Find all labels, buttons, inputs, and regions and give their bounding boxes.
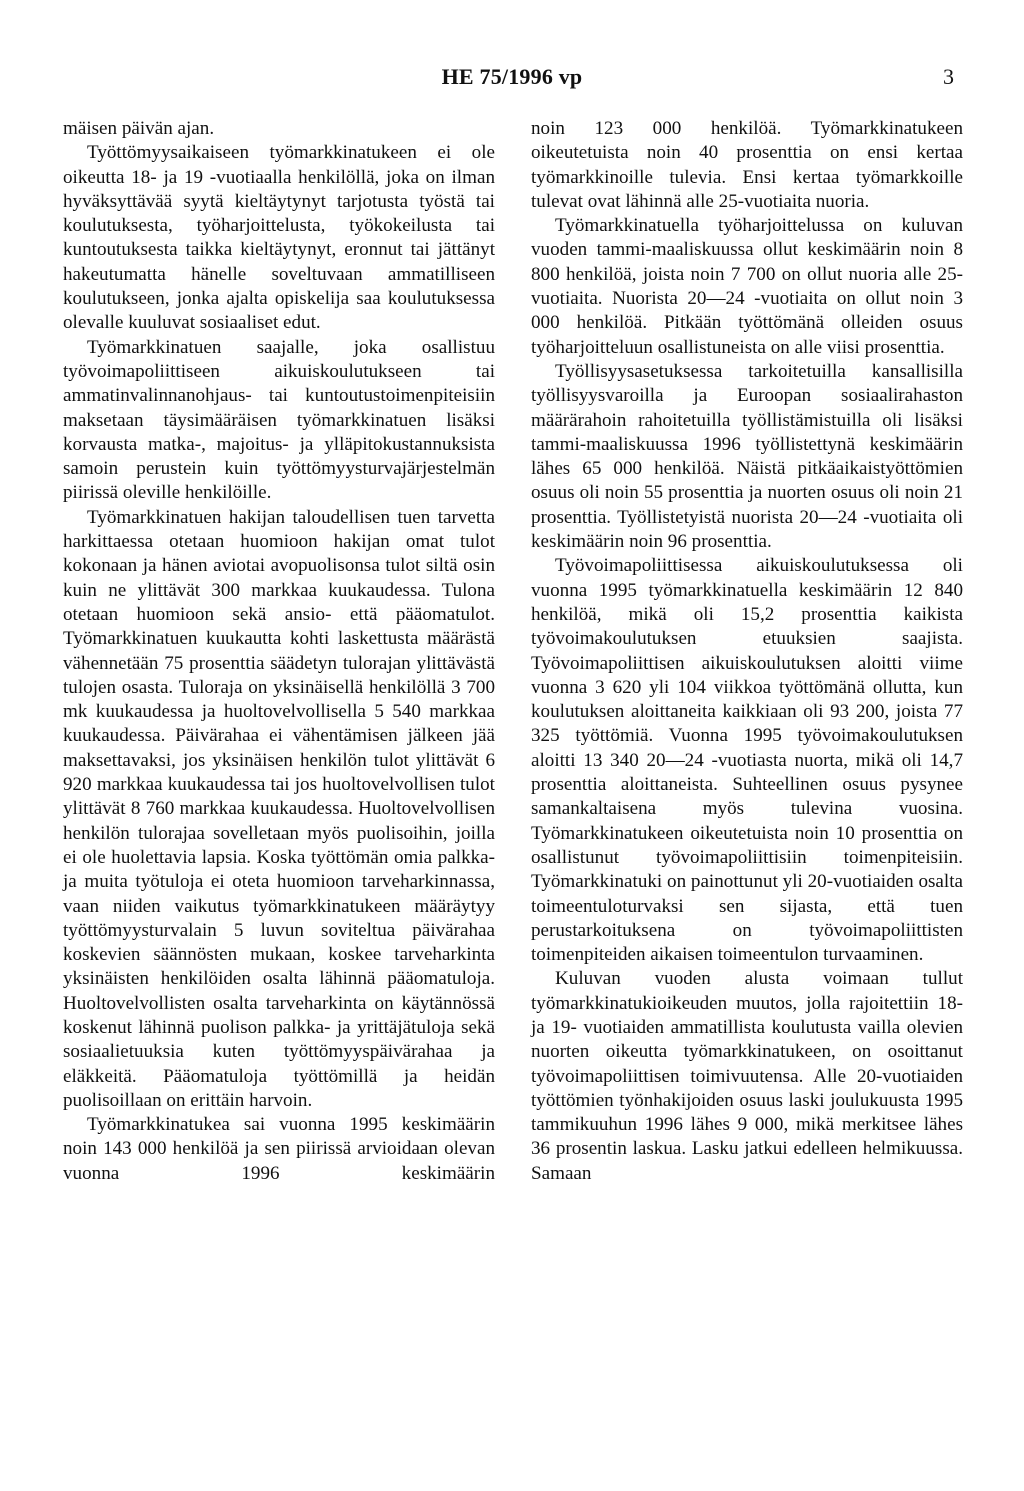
right-text-column: [531, 117, 963, 1186]
paragraph-continuation: noin 123 000 henkilöä. Työmarkkinatukeen oikeutetuista noin 40 prosenttia on ensi kertaa työmarkkinoille tulevia. Ensi kertaa työmarkkoille tulevat ovat lähinnä alle 25-vuotiaita nuoria.: [531, 118, 963, 212]
paragraph: Työvoimapoliittisessa aikuiskoulutuksessa oli vuonna 1995 työmarkkinatuella keskimäärin 12 840 henkilöä, mikä oli 15,2 prosenttia kaikista työvoimakoulutuksen etuuksien saajista. Työvoimapoliittisen aikuiskoulutuksen aloitti viime vuonna 3 620 yli 104 viikkoa työttömänä ollutta, kun koulutuksen aloittaneita kaikkiaan oli 93 200, joista 77 325 työttömiä. Vuonna 1995 työvoimakoulutuksen aloitti 13 340 20—24 -vuotiasta nuorta, mikä oli 14,7 prosenttia aloittaneista. Suhteellinen osuus pysynee samankaltaisena myös tulevina vuosina. Työmarkkinatukeen oikeutetuista noin 10 prosenttia on osallistunut työvoimapoliittisiin toimenpiteisiin. Työmarkkinatuki on painottunut yli 20-vuotiaiden osalta toimeentuloturvaksi sen sijasta, että tuen perustarkoituksena on työvoimapoliittisten toimenpiteiden aikaisen toimeentulon turvaaminen.: [531, 555, 963, 966]
page-number: 3: [943, 64, 954, 89]
paragraph: Työllisyysasetuksessa tarkoitetuilla kansallisilla työllisyysvaroilla ja Euroopan sosiaalirahaston määrärahoin rahoitetuilla työllistämistuilla oli lisäksi tammi-maaliskuussa 1996 työllistettynä keskimäärin lähes 65 000 henkilöä. Näistä pitkäaikaistyöttömien osuus oli noin 55 prosenttia ja nuorten osuus oli noin 21 prosenttia. Työllistetyistä nuorista 20—24 -vuotiaita oli keskimäärin noin 96 prosenttia.: [531, 360, 963, 553]
paragraph: Työttömyysaikaiseen työmarkkinatukeen ei ole oikeutta 18- ja 19 -vuotiaalla henkilöllä, joka on ilman hyväksyttävää syytä kieltäytynyt tarjotusta työstä tai koulutuksesta, työharjoittelusta, työkokeilusta tai kuntoutuksesta taikka kieltäytynyt, eronnut tai jättänyt hakeutumatta hänelle soveltuvaan ammatilliseen koulutukseen, jonka ajalta opiskelija saa koulutuksessa olevalle kuuluvat sosiaaliset edut.: [63, 142, 495, 334]
paragraph-continuation: mäisen päivän ajan.: [63, 118, 215, 139]
left-text-column: [63, 117, 495, 1186]
running-header: [0, 62, 1024, 92]
paragraph: Työmarkkinatukea sai vuonna 1995 keskimäärin noin 143 000 henkilöä ja sen piirissä arvioidaan olevan vuonna 1996 keskimäärin: [63, 1114, 495, 1184]
paragraph: Työmarkkinatuen saajalle, joka osallistuu työvoimapoliittiseen aikuiskoulutukseen tai ammatinvalinnanohjaus- tai kuntoutustoimenpiteisiin maksetaan täysimääräisen työmarkkinatuen lisäksi korvausta matka-, majoitus- ja ylläpitokustannuksista samoin perustein kuin työttömyysturvajärjestelmän piirissä oleville henkilöille.: [63, 336, 495, 504]
paragraph: Työmarkkinatuella työharjoittelussa on kuluvan vuoden tammi-maaliskuussa ollut keskimäärin noin 8 800 henkilöä, joista noin 7 700 on ollut nuoria alle 25-vuotiaita. Nuorista 20—24 -vuotiaita on ollut noin 3 000 henkilöä. Pitkään työttömänä olleiden osuus työharjoitteluun osallistuneista on alle viisi prosenttia.: [531, 215, 963, 358]
paragraph: Työmarkkinatuen hakijan taloudellisen tuen tarvetta harkittaessa otetaan huomioon hakijan omat tulot kokonaan ja hänen aviotai avopuolisonsa tulot siltä osin kuin ne ylittävät 300 markkaa kuukaudessa. Tulona otetaan huomioon sekä ansio- että pääomatulot. Työmarkkinatuen kuukautta kohti laskettusta määrästä vähennetään 75 prosenttia säädetyn tulorajan ylittävästä tulojen osasta. Tuloraja on yksinäisellä henkilöllä 3 700 mk kuukaudessa ja huoltovelvollisella 5 540 markkaa kuukaudessa. Päivärahaa ei vähentämisen jälkeen jää maksettavaksi, jos yksinäisen henkilön tulot ylittävät 6 920 markkaa kuukaudessa tai jos huoltovelvollisen tulot ylittävät 8 760 markkaa kuukaudessa. Huoltovelvollisen henkilön tulorajaa sovelletaan myös puolisoihin, joilla ei ole huolettavia lapsia. Koska työttömän omia palkka- ja muita työtuloja ei oteta huomioon tarveharkinnassa, vaan niiden vaikutus työmarkkinatukeen määräytyy työttömyysturvalain 5 luvun soviteltua päivärahaa koskevien säännösten mukaan, koskee tarveharkinta yksinäisten henkilöiden osalta lähinnä pääomatuloja. Huoltovelvollisten osalta tarveharkinta on käytännössä koskenut lähinnä puolison palkka- ja yrittäjätuloja sekä sosiaalietuuksia kuten työttömyyspäivärahaa ja eläkkeitä. Pääomatuloja työttömillä ja heidän puolisoillaan on erittäin harvoin.: [63, 506, 495, 1111]
paragraph: Kuluvan vuoden alusta voimaan tullut työmarkkinatukioikeuden muutos, jolla rajoitettiin 18- ja 19- vuotiaiden ammatillista koulutusta vailla olevien nuorten oikeutta työmarkkinatukeen, on osoittanut työvoimapoliittisen toimivuutensa. Alle 20-vuotiaiden työttömien työnhakijoiden osuus laski joulukuusta 1995 tammikuuhun 1996 lähes 9 000, mikä merkitsee lähes 36 prosentin laskua. Lasku jatkui edelleen helmikuussa. Samaan: [531, 968, 963, 1184]
document-reference: HE 75/1996 vp: [441, 64, 583, 89]
